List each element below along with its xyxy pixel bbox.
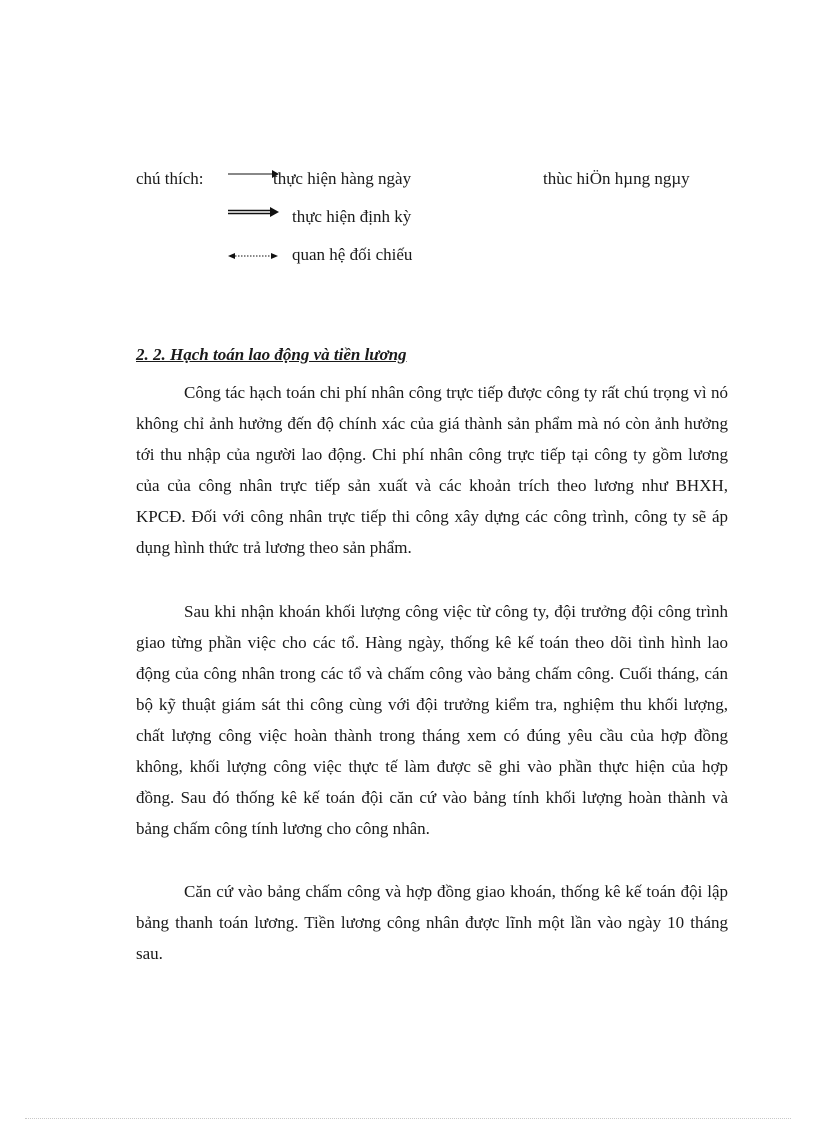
section-heading: 2. 2. Hạch toán lao động và tiền lương: [136, 345, 407, 364]
legend-daily-label: thực hiện hàng ngày: [273, 169, 412, 188]
paragraph-3: Căn cứ vào bảng chấm công và hợp đồng giao khoán, thống kê kế toán đội lập bảng thanh toán lương. Tiền lương công nhân được lĩnh một lần vào ngày 10 tháng sau.: [136, 882, 728, 963]
legend-reconcile-label: quan hệ đối chiếu: [292, 245, 413, 264]
double-arrow-icon: [228, 206, 280, 218]
paragraph-2: Sau khi nhận khoán khối lượng công việc từ công ty, đội trưởng đội công trình giao từng phần việc cho các tổ. Hàng ngày, thống kê kế toán theo dõi tình hình lao động của công nhân trong các tổ và chấm công vào bảng chấm công. Cuối tháng, cán bộ kỹ thuật giám sát thi công cùng với đội trưởng kiểm tra, nghiệm thu khối lượng, chất lượng công việc hoàn thành trong tháng xem có đúng yêu cầu của hợp đồng không, khối lượng công việc thực tế làm được sẽ ghi vào phần thực hiện của hợp đồng. Sau đó thống kê kế toán đội căn cứ vào bảng tính khối lượng hoàn thành và bảng chấm công tính lương cho công nhân.: [136, 602, 728, 838]
footer-dotted-rule: [25, 1118, 791, 1119]
legend-caption: chú thích:: [136, 169, 204, 188]
paragraph-1: Công tác hạch toán chi phí nhân công trực tiếp được công ty rất chú trọng vì nó không chỉ ảnh hưởng đến độ chính xác của giá thành sản phẩm mà nó còn ảnh hưởng tới thu nhập của người lao động. Chi phí nhân công trực tiếp tại công ty gồm lương của của công nhân trực tiếp sản xuất và các khoản trích theo lương như BHXH, KPCĐ. Đối với công nhân trực tiếp thi công xây dựng các công trình, công ty sẽ áp dụng hình thức trả lương theo sản phẩm.: [136, 383, 728, 557]
legend-periodic-label: thực hiện định kỳ: [292, 207, 412, 226]
legend-daily-label-garbled: thùc hiÖn hµng ngµy: [543, 169, 690, 188]
dotted-double-arrow-icon: [228, 250, 280, 262]
